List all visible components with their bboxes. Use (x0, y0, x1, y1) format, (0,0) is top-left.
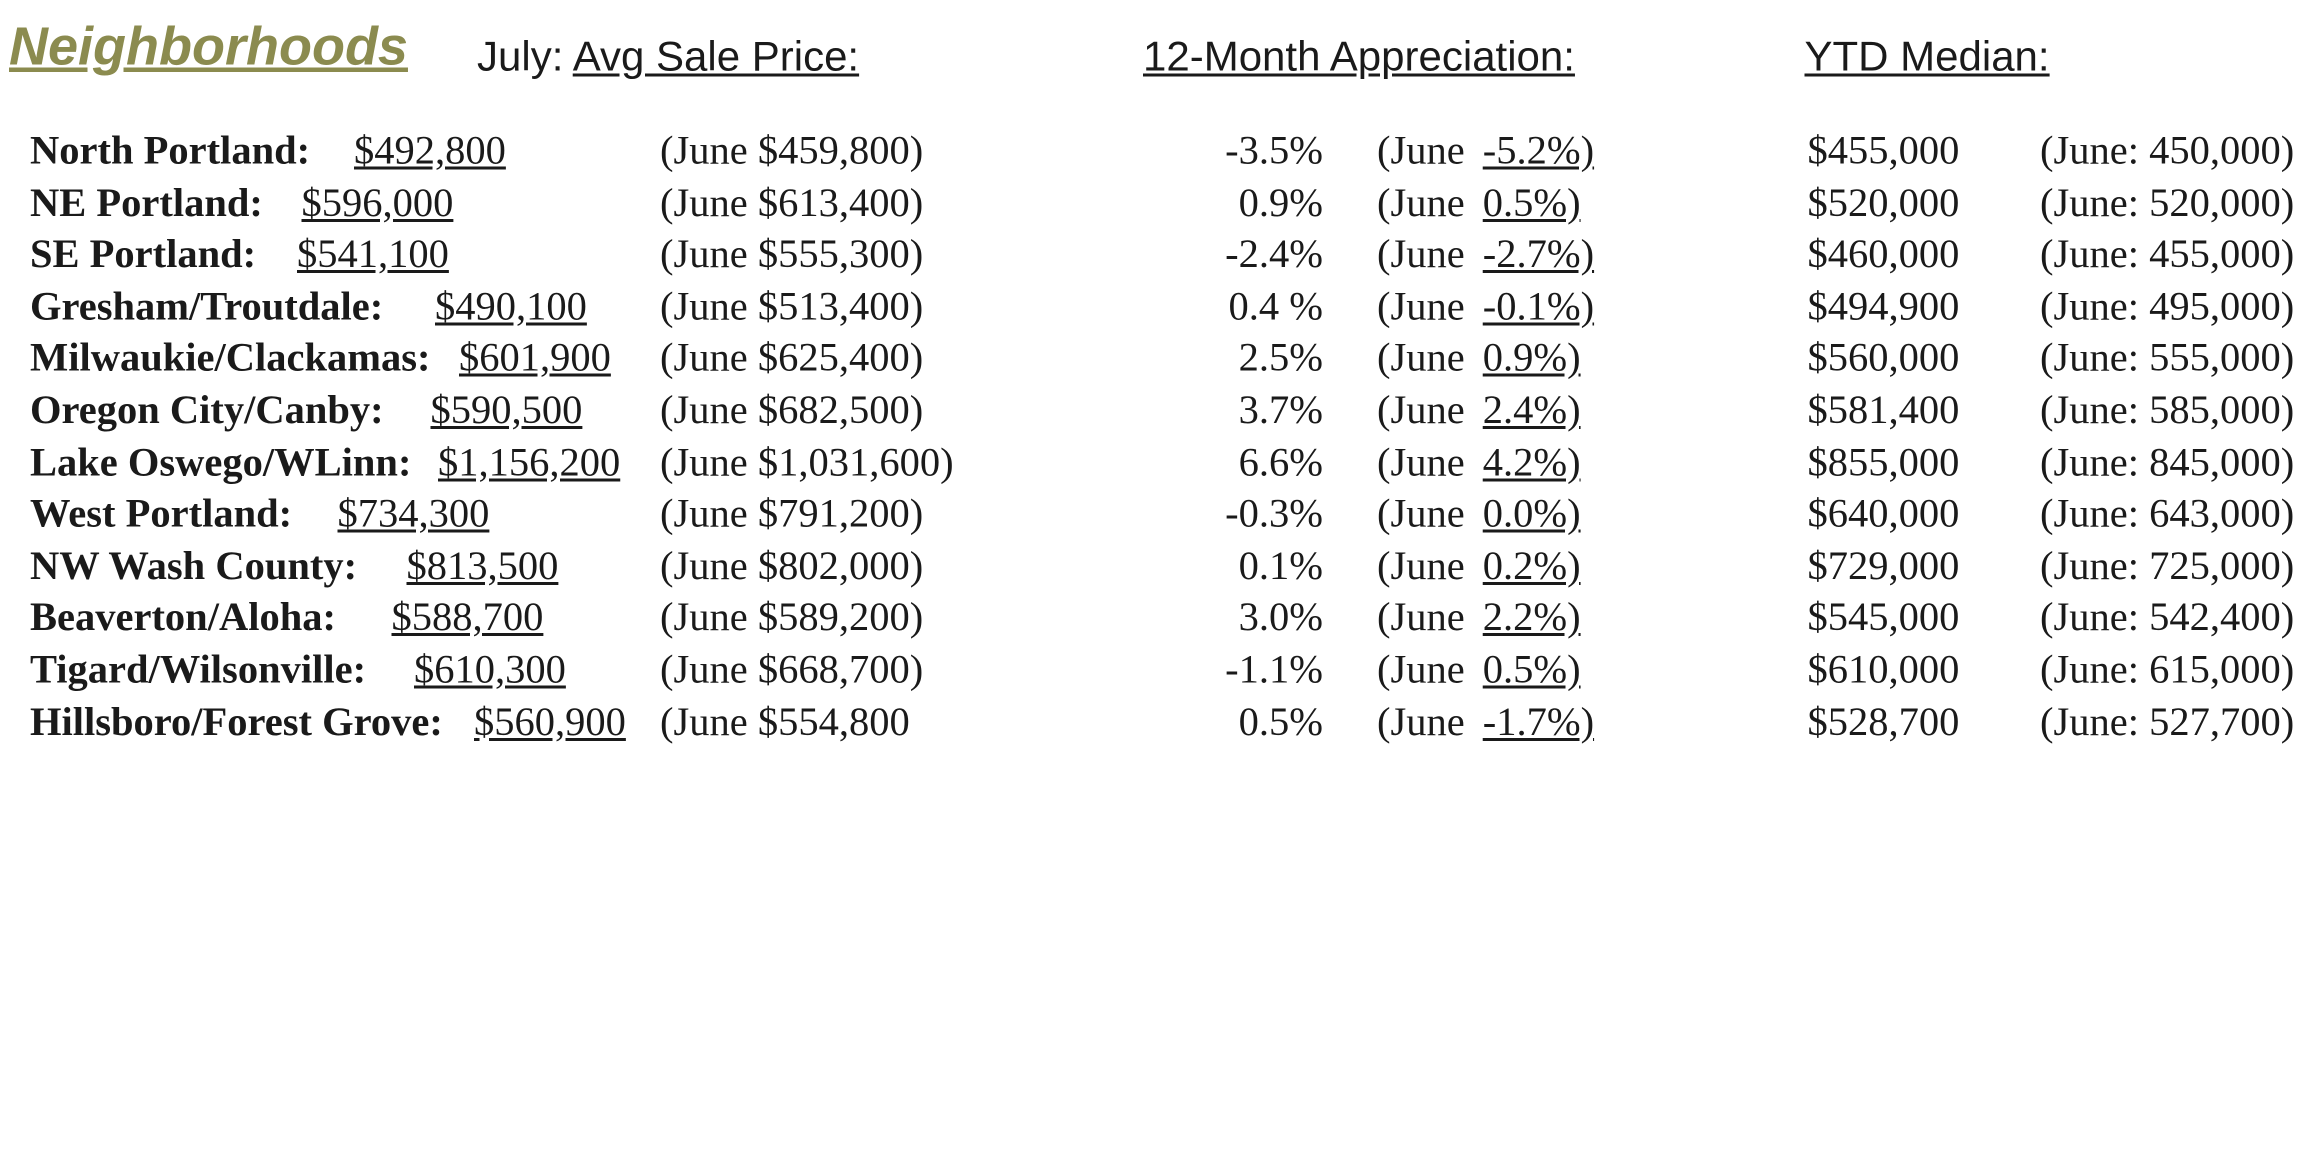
appreciation-value: -3.5% (1225, 127, 1323, 173)
june-ytd-median: (June: 585,000) (2040, 386, 2295, 432)
june-appreciation-prefix: (June (1377, 594, 1465, 640)
june-appreciation-prefix: (June (1377, 127, 1465, 173)
june-ytd-median: (June: 527,700) (2040, 698, 2295, 744)
june-appreciation (1377, 231, 1594, 278)
header-appreciation: 12-Month Appreciation: (1143, 33, 1575, 80)
header-month: July: (477, 33, 564, 80)
avg-sale-price: $1,156,200 (438, 438, 621, 484)
ytd-median-value: $528,700 (1807, 698, 1960, 744)
june-ytd-median: (June: 845,000) (2040, 438, 2295, 484)
avg-sale-price: $813,500 (406, 542, 559, 588)
neighborhood-name: NE Portland: (30, 179, 263, 225)
header-avg-price (477, 33, 859, 81)
neighborhood-name: Hillsboro/Forest Grove: (30, 698, 443, 744)
table-row (0, 592, 2315, 644)
june-avg-price: (June $1,031,600) (660, 438, 954, 484)
june-ytd-median: (June: 450,000) (2040, 127, 2295, 173)
appreciation-value: -1.1% (1225, 646, 1323, 692)
june-appreciation-value: -0.1%) (1482, 283, 1595, 329)
ytd-median-value: $560,000 (1807, 335, 1960, 381)
table-row (0, 384, 2315, 436)
june-ytd-median: (June: 520,000) (2040, 179, 2295, 225)
june-ytd-median: (June: 542,400) (2040, 594, 2295, 640)
avg-sale-price: $541,100 (297, 231, 449, 277)
june-avg-price: (June $682,500) (660, 386, 924, 432)
june-appreciation-prefix: (June (1377, 490, 1465, 536)
appreciation-value: 0.4 % (1228, 283, 1323, 329)
june-appreciation-prefix: (June (1377, 283, 1465, 329)
avg-sale-price: $601,900 (459, 335, 611, 381)
june-appreciation-value: -1.7%) (1482, 698, 1595, 744)
neighborhood-name: Lake Oswego/WLinn: (30, 438, 412, 484)
june-appreciation-prefix: (June (1377, 542, 1465, 588)
june-avg-price: (June $613,400) (660, 179, 924, 225)
june-appreciation (1377, 387, 1581, 434)
june-avg-price: (June $589,200) (660, 594, 924, 640)
avg-sale-price: $492,800 (354, 127, 506, 173)
june-ytd-median: (June: 495,000) (2040, 283, 2295, 329)
june-appreciation-prefix: (June (1377, 179, 1465, 225)
neighborhood-name: Oregon City/Canby: (30, 386, 384, 432)
june-ytd-median: (June: 555,000) (2040, 335, 2295, 381)
avg-sale-price: $610,300 (414, 646, 566, 692)
table-row (0, 125, 2315, 177)
avg-sale-price: $490,100 (435, 283, 587, 329)
avg-sale-price: $596,000 (301, 179, 454, 225)
ytd-median-value: $610,000 (1807, 646, 1960, 692)
june-avg-price: (June $668,700) (660, 646, 924, 692)
header-avg-price-label: Avg Sale Price: (572, 33, 860, 80)
neighborhood-name: Beaverton/Aloha: (30, 594, 336, 640)
neighborhood-table (0, 125, 2315, 748)
june-appreciation-value: 4.2%) (1482, 438, 1581, 484)
table-row (0, 436, 2315, 488)
table-row (0, 228, 2315, 280)
ytd-median-value: $855,000 (1807, 438, 1960, 484)
june-appreciation (1377, 128, 1594, 175)
june-ytd-median: (June: 615,000) (2040, 646, 2295, 692)
table-row (0, 488, 2315, 540)
table-row (0, 643, 2315, 695)
june-ytd-median: (June: 725,000) (2040, 542, 2295, 588)
june-appreciation (1377, 179, 1581, 226)
appreciation-value: 6.6% (1238, 438, 1323, 484)
avg-sale-price: $588,700 (391, 594, 544, 640)
june-avg-price: (June $625,400) (660, 335, 924, 381)
appreciation-value: -2.4% (1225, 231, 1323, 277)
neighborhood-name: North Portland: (30, 127, 311, 173)
june-appreciation-prefix: (June (1377, 646, 1465, 692)
avg-sale-price: $734,300 (337, 490, 490, 536)
june-appreciation (1377, 595, 1581, 642)
june-avg-price: (June $791,200) (660, 490, 924, 536)
appreciation-value: 0.5% (1238, 698, 1323, 744)
appreciation-value: 3.0% (1238, 594, 1323, 640)
june-appreciation (1377, 283, 1594, 330)
june-avg-price: (June $554,800 (660, 698, 910, 744)
appreciation-value: -0.3% (1225, 490, 1323, 536)
page-title: Neighborhoods (9, 15, 408, 77)
avg-sale-price: $590,500 (430, 386, 583, 432)
table-row (0, 332, 2315, 384)
june-appreciation-prefix: (June (1377, 231, 1465, 277)
june-ytd-median: (June: 643,000) (2040, 490, 2295, 536)
ytd-median-value: $520,000 (1807, 179, 1960, 225)
june-appreciation-value: 0.9%) (1482, 335, 1581, 381)
appreciation-value: 2.5% (1238, 335, 1323, 381)
june-appreciation-prefix: (June (1377, 698, 1465, 744)
table-row (0, 176, 2315, 228)
ytd-median-value: $581,400 (1807, 386, 1960, 432)
table-row (0, 540, 2315, 592)
header-ytd-median: YTD Median: (1804, 33, 2050, 80)
avg-sale-price: $560,900 (474, 698, 626, 744)
june-appreciation-value: 2.4%) (1482, 386, 1581, 432)
june-appreciation-value: 2.2%) (1482, 594, 1581, 640)
ytd-median-value: $640,000 (1807, 490, 1960, 536)
june-appreciation-value: -2.7%) (1482, 231, 1595, 277)
ytd-median-value: $545,000 (1807, 594, 1960, 640)
june-avg-price: (June $459,800) (660, 127, 924, 173)
neighborhood-name: West Portland: (30, 490, 293, 536)
june-appreciation-prefix: (June (1377, 386, 1465, 432)
ytd-median-value: $455,000 (1807, 127, 1960, 173)
june-ytd-median: (June: 455,000) (2040, 231, 2295, 277)
june-appreciation-value: 0.5%) (1482, 646, 1581, 692)
june-appreciation (1377, 543, 1581, 590)
june-appreciation (1377, 491, 1581, 538)
appreciation-value: 0.9% (1238, 179, 1323, 225)
june-appreciation-prefix: (June (1377, 335, 1465, 381)
june-appreciation (1377, 335, 1581, 382)
appreciation-value: 0.1% (1238, 542, 1323, 588)
june-avg-price: (June $555,300) (660, 231, 924, 277)
june-appreciation (1377, 698, 1594, 745)
june-appreciation (1377, 646, 1581, 693)
june-appreciation-value: 0.0%) (1482, 490, 1581, 536)
appreciation-value: 3.7% (1238, 386, 1323, 432)
ytd-median-value: $460,000 (1807, 231, 1960, 277)
table-row (0, 280, 2315, 332)
june-avg-price: (June $802,000) (660, 542, 924, 588)
neighborhood-name: Milwaukie/Clackamas: (30, 335, 431, 381)
ytd-median-value: $494,900 (1807, 283, 1960, 329)
june-avg-price: (June $513,400) (660, 283, 924, 329)
june-appreciation (1377, 439, 1581, 486)
neighborhood-name: NW Wash County: (30, 542, 358, 588)
neighborhood-name: Gresham/Troutdale: (30, 283, 384, 329)
table-row (0, 695, 2315, 747)
ytd-median-value: $729,000 (1807, 542, 1960, 588)
neighborhood-name: Tigard/Wilsonville: (30, 646, 367, 692)
june-appreciation-value: -5.2%) (1482, 127, 1595, 173)
june-appreciation-prefix: (June (1377, 438, 1465, 484)
june-appreciation-value: 0.5%) (1482, 179, 1581, 225)
june-appreciation-value: 0.2%) (1482, 542, 1581, 588)
neighborhood-name: SE Portland: (30, 231, 257, 277)
